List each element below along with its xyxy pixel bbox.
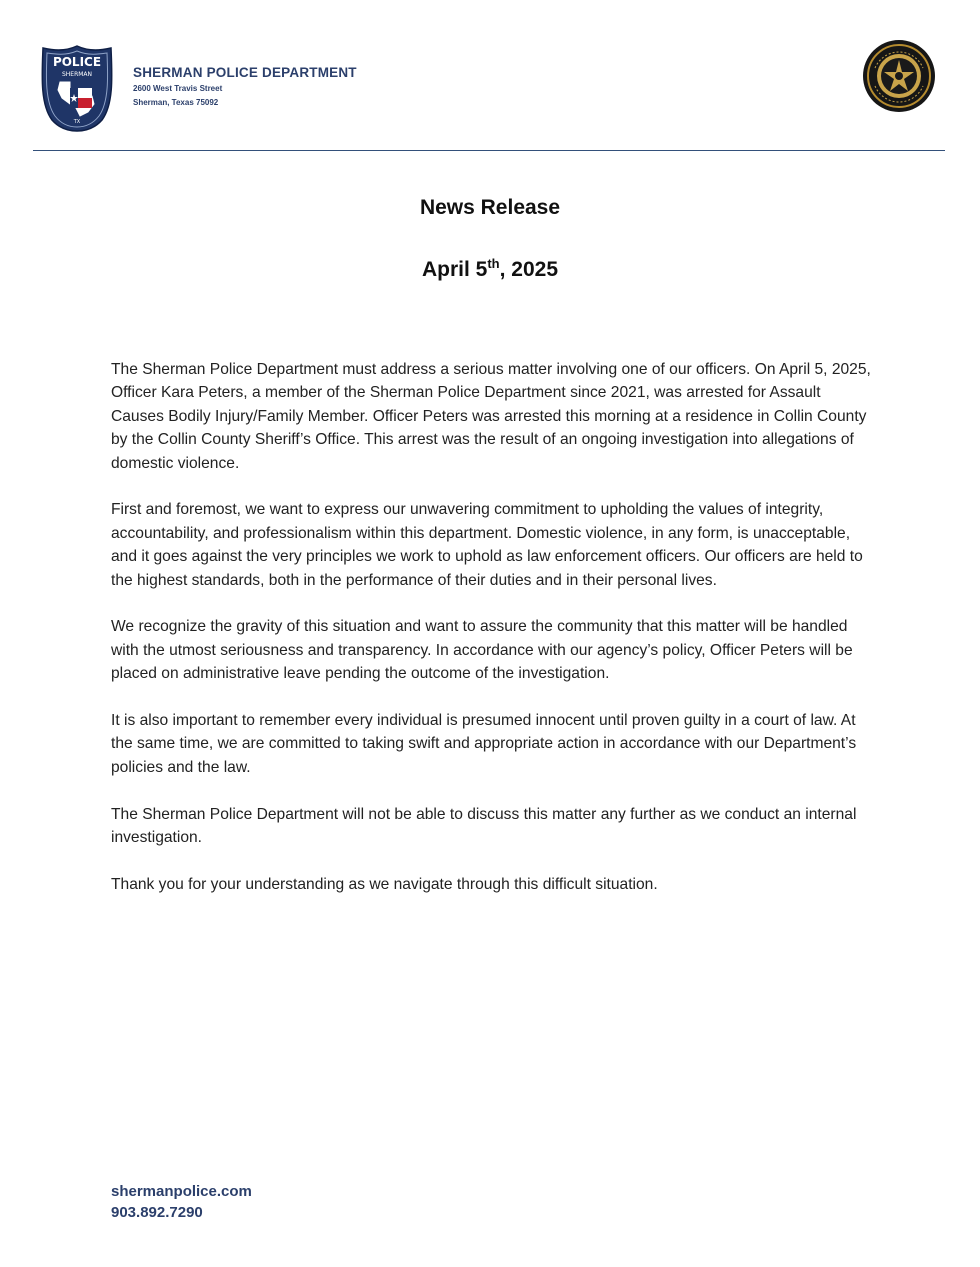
release-date-month-day: April 5 — [421, 258, 488, 281]
paragraph-administrative-leave: We recognize the gravity of this situation and want to assure the community that this matter will be handled with the utmost seriousness and transparency. In accordance with our agency’s policy, Officer Peters will be placed on administrative leave pending the outcome of the investigation. — [111, 618, 853, 683]
address-line-1: 2600 West Travis Street — [133, 84, 223, 93]
release-title: News Release — [419, 196, 561, 219]
paragraph-arrest: The Sherman Police Department must address a serious matter involving one of our officers. On April 5, 2025, Officer Kara Peters, a member of the Sherman Police Department since 2021, was arrested for Assault Causes Bodily Injury/Family Member. Officer Peters was arrested this morning at a residence in Collin County by the Collin County Sheriff’s Office. This arrest was the result of an ongoing investigation into allegations of domestic violence. — [111, 361, 871, 472]
release-body — [111, 358, 873, 920]
footer-phone: 903.892.7290 — [111, 1204, 203, 1221]
accreditation-seal-icon — [861, 38, 937, 114]
footer-contact — [111, 1181, 252, 1223]
paragraph-presumed-innocent: It is also important to remember every individual is presumed innocent until proven guilty in a court of law. At the same time, we are committed to taking swift and appropriate action in accordance with our Department’s policies and the law. — [111, 712, 857, 776]
police-badge-logo — [40, 44, 114, 132]
paragraph-commitment: First and foremost, we want to express our unwavering commitment to upholding the values of integrity, accountability, and professionalism within this department. Domestic violence, in any form, is unacceptable, and it goes against the very principles we work to uphold as law enforcement officers. Our officers are held to the highest standards, both in the performance of their duties and in their personal lives. — [111, 501, 863, 589]
paragraph-no-further-comment: The Sherman Police Department will not be able to discuss this matter any further as we conduct an internal investigation. — [111, 805, 857, 847]
badge-police-text: POLICE — [52, 55, 102, 69]
department-name: SHERMAN POLICE DEPARTMENT — [133, 65, 357, 80]
release-date-suffix: th — [487, 256, 500, 271]
address-line-2: Sherman, Texas 75092 — [133, 98, 219, 107]
header-divider — [33, 150, 945, 151]
badge-state-text: TX — [73, 119, 81, 125]
department-block — [133, 65, 357, 108]
release-date-year: , 2025 — [499, 258, 559, 281]
footer-website-link[interactable]: shermanpolice.com — [111, 1183, 252, 1200]
paragraph-thank-you: Thank you for your understanding as we navigate through this difficult situation. — [111, 875, 658, 893]
release-date — [0, 258, 980, 282]
letterhead — [0, 0, 980, 152]
badge-city-text: SHERMAN — [61, 71, 93, 78]
